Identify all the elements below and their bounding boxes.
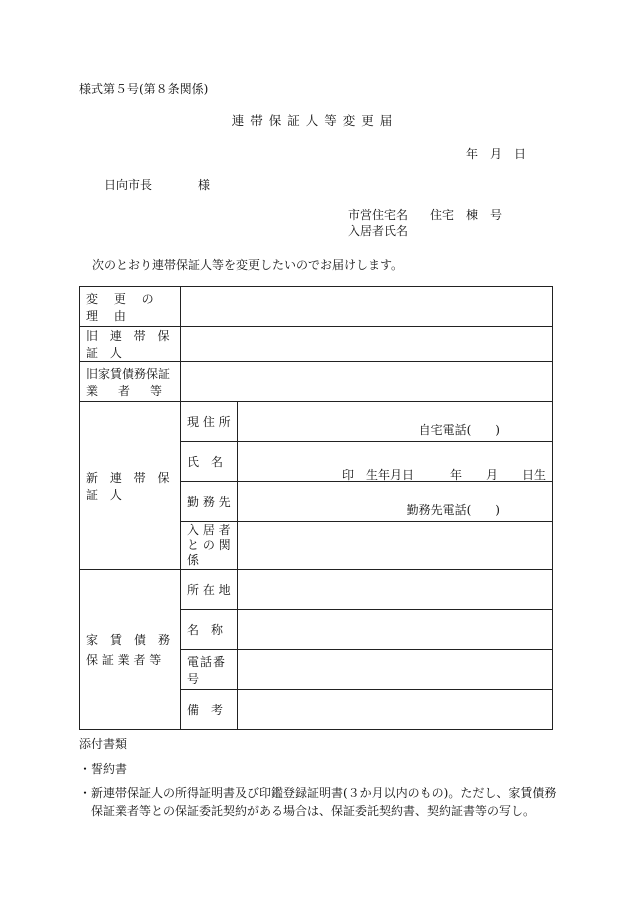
company-name-label: 名 称 — [181, 610, 238, 650]
address-label: 現 住 所 — [181, 402, 238, 442]
relation-label — [181, 522, 238, 570]
relation-field[interactable] — [238, 522, 553, 570]
relation-label-line2: と の 関 — [187, 538, 231, 552]
new-guarantor-label: 新 連 帯 保 証 人 — [80, 402, 181, 570]
reason-field[interactable] — [181, 287, 553, 327]
old-guarantor-field[interactable] — [181, 327, 553, 362]
old-company-label — [80, 362, 181, 402]
attachment-item: ・誓約書 — [79, 762, 128, 776]
change-form-table — [79, 286, 553, 730]
addressee — [104, 176, 210, 193]
phone-field[interactable] — [238, 650, 553, 690]
company-name-field[interactable] — [238, 610, 553, 650]
addressee-name: 日向市長 — [104, 178, 153, 192]
housing-line — [348, 207, 502, 223]
location-label: 所 在 地 — [181, 570, 238, 610]
attachment-item: ・新連帯保証人の所得証明書及び印鑑登録証明書(３か月以内のもの)。ただし、家賃債務保証業者等との保証委託契約がある場合は、保証委託契約書、契約証書等の写し。 — [79, 786, 557, 818]
old-company-label-line2: 業 者 等 — [86, 383, 167, 398]
name-label: 氏 名 — [181, 442, 238, 482]
attachments-list — [79, 760, 559, 826]
applicant-block — [348, 207, 502, 239]
honorific: 様 — [198, 178, 211, 192]
form-number: 様式第５号(第８条関係) — [79, 82, 209, 96]
home-phone: 自宅電話( ) — [418, 423, 500, 437]
old-guarantor-label: 旧 連 帯 保 証 人 — [80, 327, 181, 362]
reason-label: 変 更 の 理 由 — [80, 287, 181, 327]
workplace-label: 勤 務 先 — [181, 482, 238, 522]
attachments-title: 添付書類 — [79, 737, 128, 751]
date-line[interactable]: 年 月 日 — [465, 147, 526, 161]
company-label-line1: 家 賃 債 務 — [86, 632, 171, 647]
location-field[interactable] — [238, 570, 553, 610]
remarks-label: 備 考 — [181, 690, 238, 730]
housing-label: 市営住宅名 — [348, 208, 409, 222]
remarks-field[interactable] — [238, 690, 553, 730]
relation-label-line3: 係 — [187, 553, 200, 567]
old-company-field[interactable] — [181, 362, 553, 402]
address-field[interactable] — [238, 402, 553, 442]
document-title: 連帯保証人等変更届 — [231, 113, 399, 128]
name-field[interactable] — [238, 442, 553, 482]
housing-units[interactable]: 住宅 棟 号 — [430, 208, 503, 222]
seal-birthdate: 印 生年月日 年 月 日生 — [341, 468, 546, 482]
company-label — [80, 570, 181, 730]
resident-name-label[interactable]: 入居者氏名 — [348, 224, 409, 238]
relation-label-line1: 入 居 者 — [187, 523, 231, 537]
company-label-line2: 保 証 業 者 等 — [86, 652, 162, 667]
phone-label: 電話番号 — [181, 650, 238, 690]
intro-text: 次のとおり連帯保証人等を変更したいのでお届けします。 — [92, 258, 404, 272]
workplace-field[interactable] — [238, 482, 553, 522]
work-phone: 勤務先電話( ) — [406, 503, 500, 517]
old-company-label-line1: 旧家賃債務保証 — [86, 366, 171, 381]
